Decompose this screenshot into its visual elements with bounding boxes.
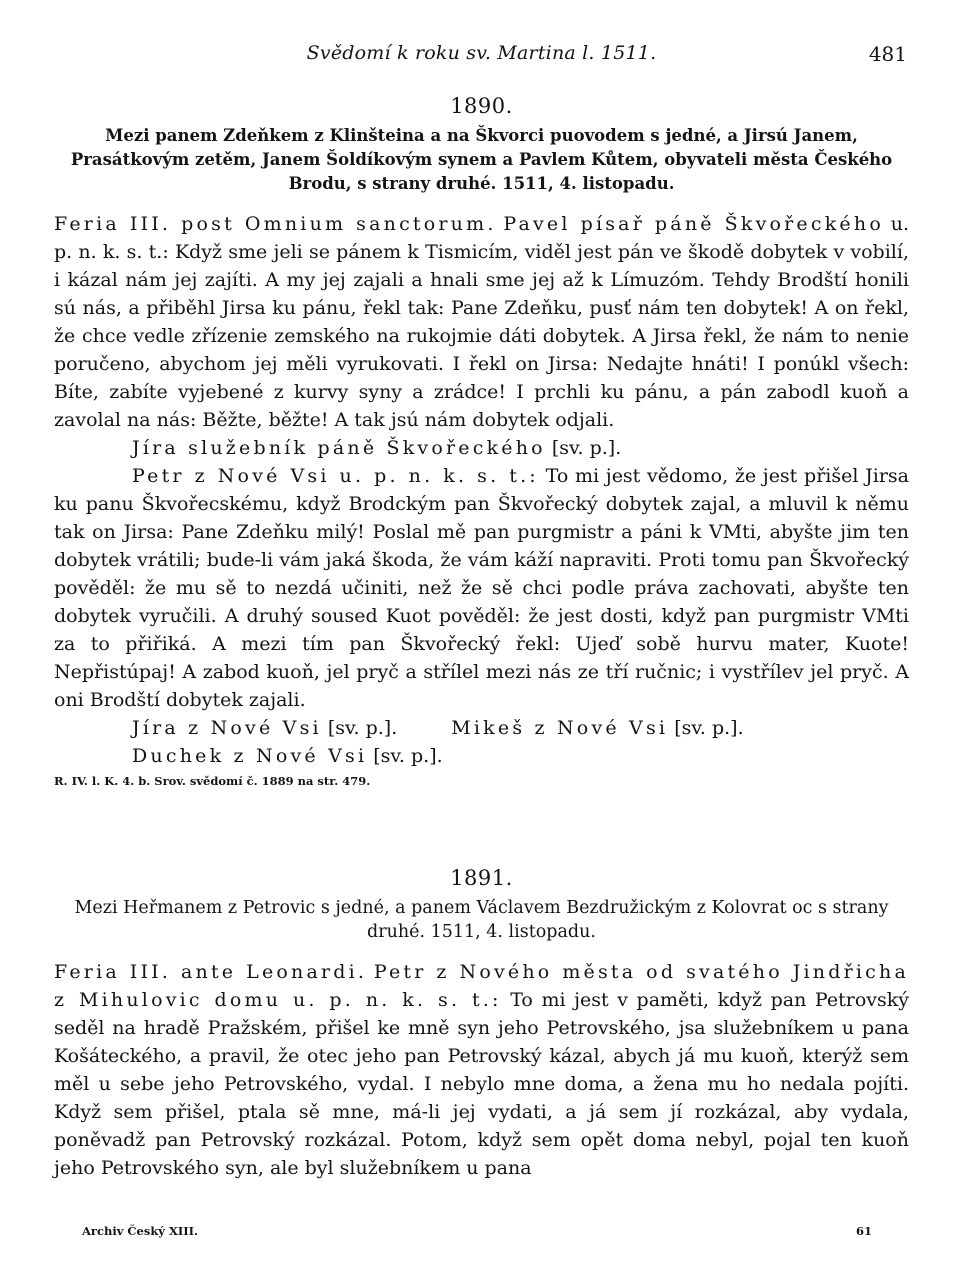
document-heading: Mezi Heřmanem z Petrovic s jedné, a panem Václavem Bezdružickým z Kolovrat oc s strany druhé. 1511, 4. listopadu.: [74, 898, 889, 942]
signature-name: Jíra služebník páně Škvořeckého: [132, 437, 546, 459]
signature-tag: [sv. p.].: [321, 717, 398, 739]
signature-name: Duchek z Nové Vsi: [132, 745, 368, 767]
document-heading: Mezi panem Zdeňkem z Klinšteina a na Škvorci puovodem s jedné, a Jirsú Janem, Prasátkovým zetěm, Janem Šoldíkovým synem a Pavlem Kůtem, obyvateli města Českého Brodu, s strany druhé. 1511, 4. listopadu.: [70, 126, 893, 193]
signature-line: [54, 714, 909, 742]
document-page: [54, 0, 909, 1280]
signature-tag: [sv. p.].: [545, 437, 622, 459]
signature-line: [54, 742, 909, 770]
date-line: Feria III. post Omnium sanctorum.: [54, 213, 497, 235]
document-1890: [54, 94, 909, 788]
testimony-text: To mi jest v paměti, když pan Petrovský seděl na hradě Pražském, přišel ke mně syn jeho Petrovského, jsa služebníkem u pana Košáteckého, a pravil, že otec jeho pan Petrovský kázal, abych já mu kuoň, kterýž sem měl u sebe jeho Petrovského, vydal. I nebylo mne doma, a žena mu ho nedala pojíti. Když sem přišel, ptala sě mne, má-li jej vydati, a já sem jí rozkázal, aby vydala, poněvadž pan Petrovský rozkázal. Potom, když sem opět doma nebyl, pojal ten kuoň jeho Petrovského syn, ale byl služebníkem u pana: [54, 989, 909, 1179]
signature-name: Jíra z Nové Vsi: [132, 717, 322, 739]
document-number: 1891.: [450, 866, 513, 890]
page-number: 481: [868, 42, 907, 66]
testimony-text: u. p. n. k. s. t.: Když sme jeli se pánem k Tismicím, viděl jest pán ve škodě dobytek v vobilí, i kázal nám jej zajíti. A my jej zajali a hnali sme jej až k Límuzóm. Tehdy Brodští honili sú nás, a přiběhl Jirsa ku pánu, řekl tak: Pane Zdeňku, pusť nám ten dobytek! A on řekl, že chce vedle zřízenie zemského na rukojmie dáti dobytek. A Jirsa řekl, že nám to nenie poručeno, abychom jej měli vyrukovati. I řekl on Jirsa: Nedajte hnáti! I ponúkl všech: Bíte, zabíte vyjebené z kurvy syny a zrádce! I prchli ku pánu, a pán zabodl kuoň a zavolal na nás: Běžte, běžte! A tak jsú nám dobytek odjali.: [54, 213, 909, 431]
witness-name: Petr z Nového města od svatého Jindřicha z Mihulovic domu u. p. n. k. s. t.:: [54, 961, 909, 1011]
footer-volume: Archiv Český XIII.: [82, 1224, 199, 1238]
testimony-paragraph: [54, 210, 909, 434]
running-head: [54, 42, 909, 72]
testimony-paragraph: [54, 462, 909, 714]
witness-name: Pavel písař páně Škvořeckého: [503, 213, 884, 235]
date-line: Feria III. ante Leonardi.: [54, 961, 368, 983]
signature-tag: [sv. p.].: [668, 717, 744, 739]
document-number: 1890.: [450, 94, 513, 118]
testimony-paragraph: [54, 958, 909, 1182]
archive-reference: R. IV. l. K. 4. b. Srov. svědomí č. 1889 na str. 479.: [54, 774, 371, 788]
signature-tag: [sv. p.].: [367, 745, 443, 767]
page-footer: [82, 1224, 872, 1238]
running-title: Svědomí k roku sv. Martina l. 1511.: [306, 42, 657, 64]
testimony-text: To mi jest vědomo, že jest přišel Jirsa ku panu Škvořecskému, když Brodckým pan Škvořecký dobytek zajal, a mluvil k němu tak on Jirsa: Pane Zdeňku milý! Poslal mě pan purgmistr a páni k VMti, abyšte jim ten dobytek vrátili; bude-li vám jaká škoda, že vám káží napraviti. Proti tomu pan Škvořecký pověděl: že mu sě to nezdá učiniti, než že sě chci podle práva zachovati, abyšte ten dobytek vyručili. A druhý soused Kuot pověděl: že jest dosti, když pan purgmistr VMti za to přiřiká. A mezi tím pan Škvořecký řekl: Ujeď sobě hurvu mater, Kuote! Nepřistúpaj! A zabod kuoň, jel pryč a střílel mezi nás ze tří ručnic; i vystřílev jel pryč. A oni Brodští dobytek zajali.: [54, 465, 909, 711]
witness-name: Petr z Nové Vsi u. p. n. k. s. t.:: [132, 465, 539, 487]
signature-name: Mikeš z Nové Vsi: [451, 717, 669, 739]
footer-signature-number: 61: [855, 1224, 872, 1238]
signature-line: [54, 434, 909, 462]
document-1891: [54, 866, 909, 1182]
